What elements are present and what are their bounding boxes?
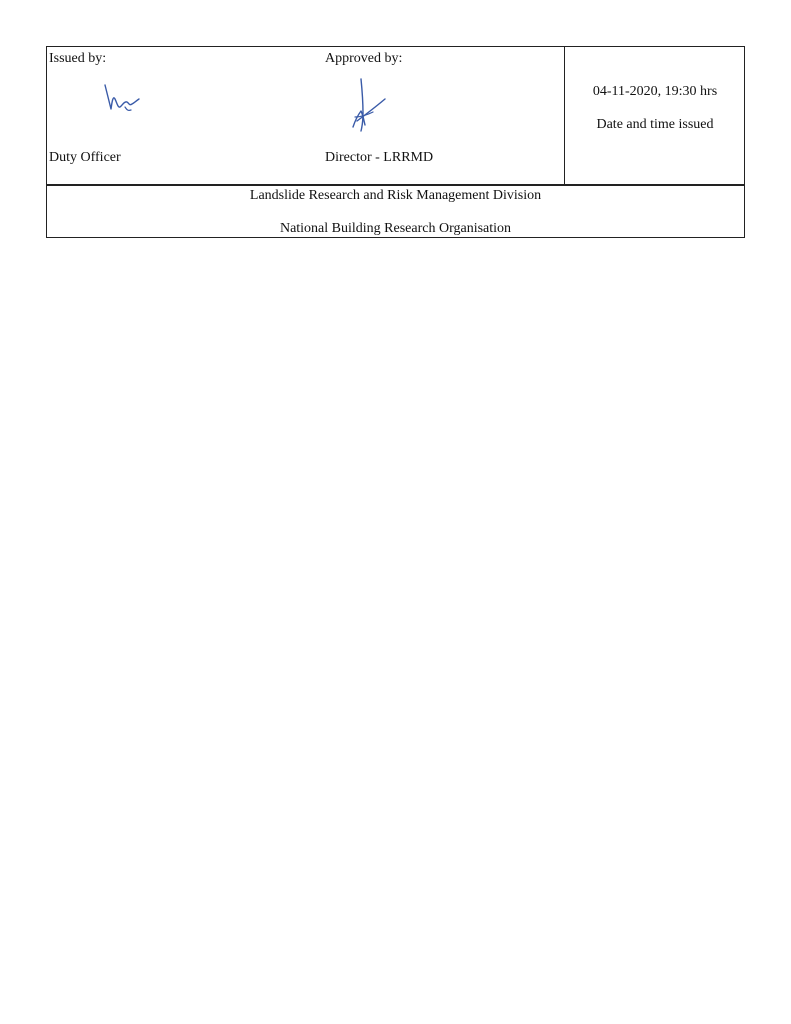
issue-datetime: 04-11-2020, 19:30 hrs	[592, 84, 718, 99]
issued-by-label: Issued by:	[49, 51, 107, 66]
approver-signature-icon	[345, 77, 393, 133]
organisation-row	[47, 186, 744, 237]
division-name: Landslide Research and Risk Management Division	[249, 188, 542, 203]
signature-row	[47, 47, 744, 186]
approved-by-label: Approved by:	[325, 51, 403, 66]
date-cell	[564, 47, 745, 184]
organisation-name: National Building Research Organisation	[279, 221, 512, 236]
signature-block	[46, 46, 745, 238]
issued-by-role: Duty Officer	[49, 150, 121, 165]
approved-by-role: Director - LRRMD	[325, 150, 434, 165]
issuer-signature-icon	[101, 77, 143, 121]
issue-datetime-label: Date and time issued	[596, 117, 714, 132]
